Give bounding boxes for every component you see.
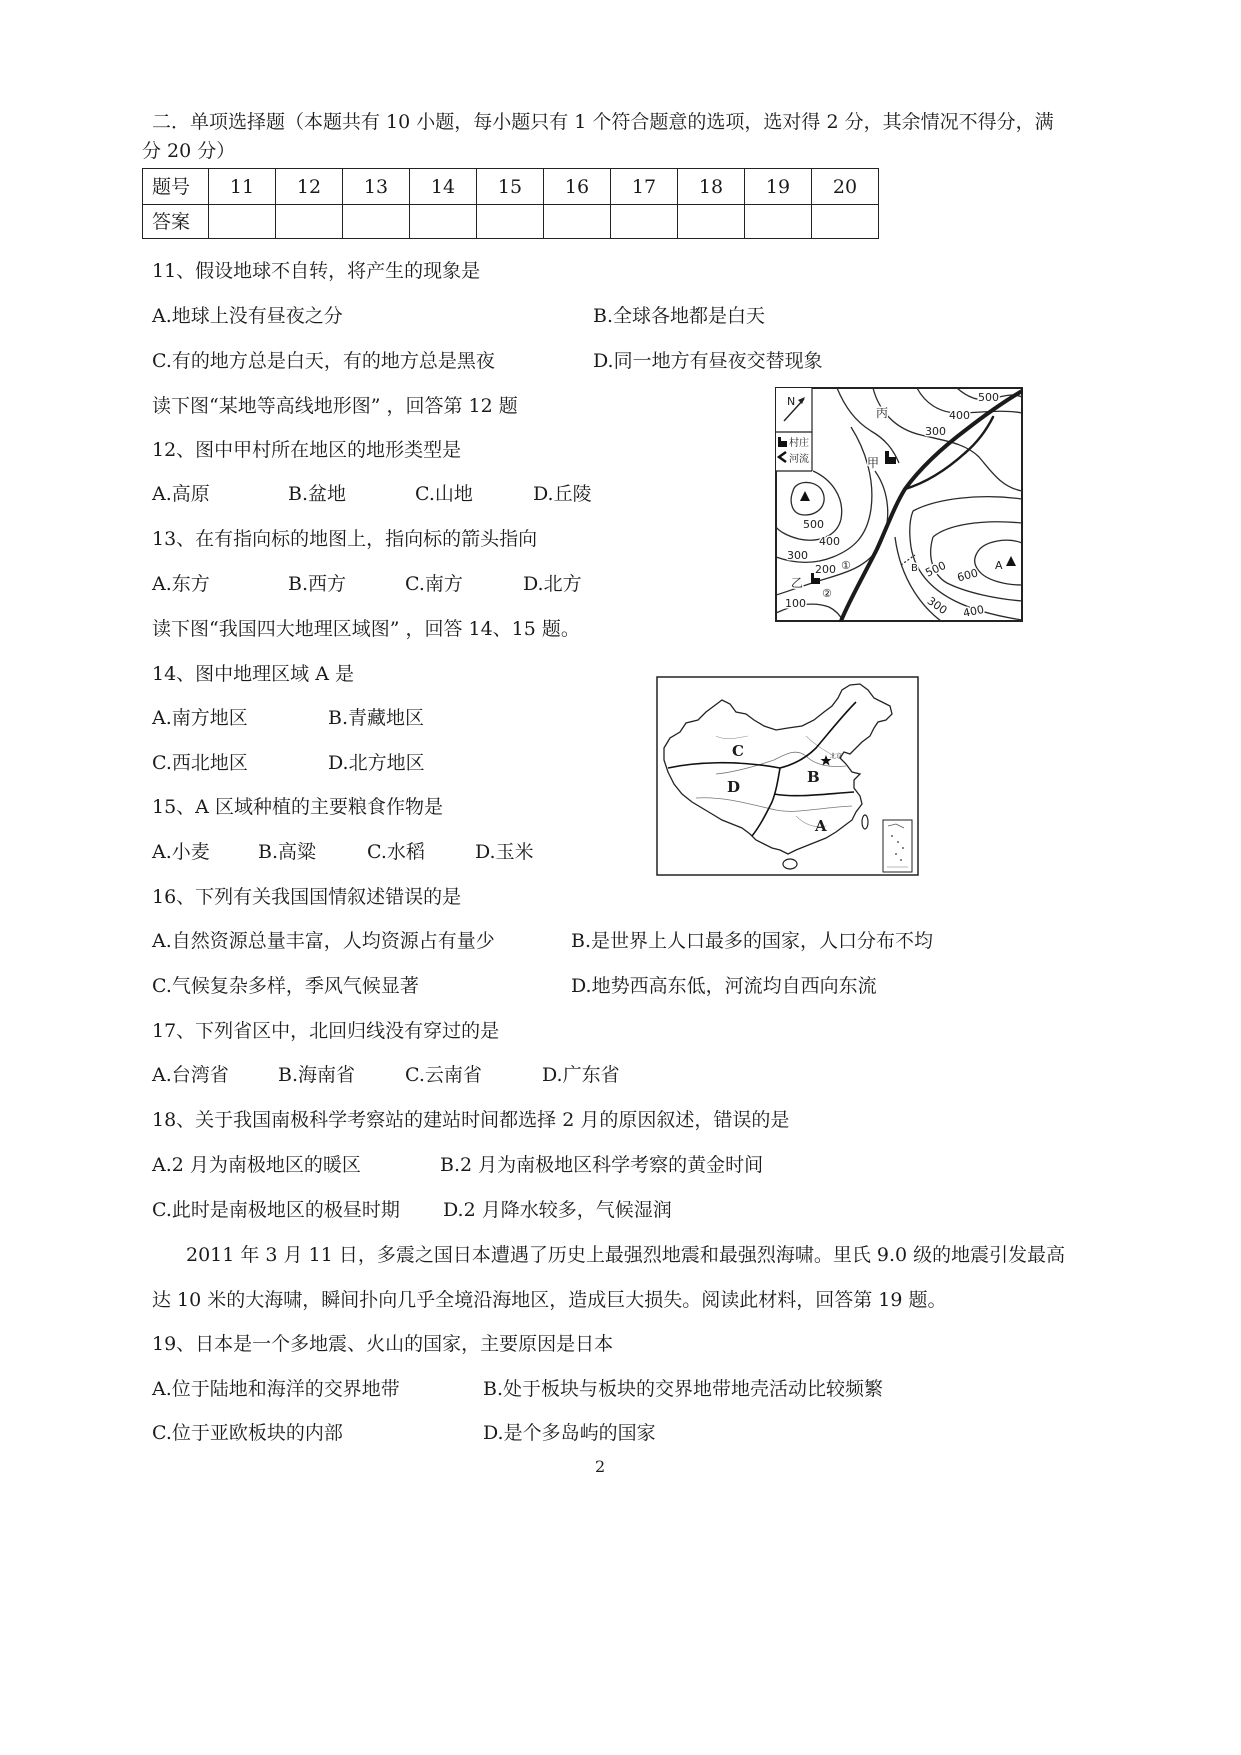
question-14-option-d: D.北方地区 xyxy=(328,752,425,774)
question-12-option-b: B.盆地 xyxy=(288,483,347,505)
question-14-stem: 14、图中地理区域 A 是 xyxy=(152,663,354,685)
question-12-option-c: C.山地 xyxy=(415,483,473,505)
answer-cell xyxy=(410,205,477,239)
point-b-label: B xyxy=(911,563,918,574)
question-number-cell: 18 xyxy=(678,169,745,205)
hainan-island xyxy=(783,859,797,869)
question-number-cell: 19 xyxy=(745,169,812,205)
region-b-label: B xyxy=(807,768,820,786)
section-heading-continued: 分 20 分） xyxy=(142,140,236,162)
legend-village-label: 村庄 xyxy=(789,438,809,449)
elevation-label: 400 xyxy=(949,409,970,422)
question-number-label: 题号 xyxy=(143,169,209,205)
reading-passage-line-2: 达 10 米的大海啸，瞬间扑向几乎全境沿海地区，造成巨大损失。阅读此材料，回答第 19 题。 xyxy=(152,1289,947,1311)
question-18-option-d: D.2 月降水较多，气候湿润 xyxy=(443,1199,672,1221)
question-12-stem: 12、图中甲村所在地区的地形类型是 xyxy=(152,439,462,461)
contour-map xyxy=(775,387,1023,622)
question-17-option-d: D.广东省 xyxy=(542,1064,620,1086)
question-13-option-a: A.东方 xyxy=(152,573,210,595)
south-china-sea-inset xyxy=(883,820,912,872)
answer-cell xyxy=(477,205,544,239)
question-17-stem: 17、下列省区中，北回归线没有穿过的是 xyxy=(152,1020,500,1042)
question-17-option-a: A.台湾省 xyxy=(152,1064,229,1086)
question-12-option-a: A.高原 xyxy=(152,483,210,505)
question-11-option-a: A.地球上没有昼夜之分 xyxy=(152,305,343,327)
question-16-option-b: B.是世界上人口最多的国家，人口分布不均 xyxy=(571,930,934,952)
capital-label: 北京 xyxy=(830,753,843,760)
question-15-option-d: D.玉米 xyxy=(475,841,534,863)
elevation-label: 500 xyxy=(803,518,824,531)
question-number-cell: 11 xyxy=(209,169,276,205)
elevation-label: 300 xyxy=(924,594,950,618)
question-11-option-b: B.全球各地都是白天 xyxy=(593,305,766,327)
section-heading: 二．单项选择题（本题共有 10 小题，每小题只有 1 个符合题意的选项，选对得 2 分，其余情况不得分，满 xyxy=(152,111,1054,133)
question-15-option-a: A.小麦 xyxy=(152,841,210,863)
elevation-label: 300 xyxy=(787,549,808,562)
question-17-option-c: C.云南省 xyxy=(405,1064,482,1086)
elevation-label: 100 xyxy=(785,597,806,610)
answer-cell xyxy=(745,205,812,239)
question-19-stem: 19、日本是一个多地震、火山的国家，主要原因是日本 xyxy=(152,1333,614,1355)
question-number-cell: 15 xyxy=(477,169,544,205)
question-16-option-d: D.地势西高东低，河流均自西向东流 xyxy=(571,975,877,997)
north-label: N xyxy=(787,395,796,408)
answer-cell xyxy=(611,205,678,239)
question-14-option-b: B.青藏地区 xyxy=(328,707,425,729)
question-14-option-a: A.南方地区 xyxy=(152,707,248,729)
place-jia-label: 甲 xyxy=(867,456,880,470)
question-13-option-d: D.北方 xyxy=(523,573,582,595)
question-18-option-a: A.2 月为南极地区的暖区 xyxy=(152,1154,361,1176)
elevation-label: 500 xyxy=(978,391,999,404)
place-yi-label: 乙 xyxy=(791,576,804,590)
place-bing-label: 丙 xyxy=(876,406,889,420)
question-18-option-b: B.2 月为南极地区科学考察的黄金时间 xyxy=(440,1154,764,1176)
question-11-stem: 11、假设地球不自转，将产生的现象是 xyxy=(152,260,481,282)
reading-passage-line-1: 2011 年 3 月 11 日，多震之国日本遭遇了历史上最强烈地震和最强烈海啸。里氏 9.0 级的地震引发最高 xyxy=(186,1244,1066,1266)
question-13-stem: 13、在有指向标的地图上，指向标的箭头指向 xyxy=(152,528,538,550)
map-frame xyxy=(776,388,1022,621)
question-19-option-d: D.是个多岛屿的国家 xyxy=(483,1422,656,1444)
question-14-option-c: C.西北地区 xyxy=(152,752,248,774)
question-17-option-b: B.海南省 xyxy=(278,1064,356,1086)
answer-table xyxy=(142,168,879,239)
question-19-option-a: A.位于陆地和海洋的交界地带 xyxy=(152,1378,400,1400)
region-c-label: C xyxy=(732,742,744,760)
question-number-cell: 17 xyxy=(611,169,678,205)
question-19-option-b: B.处于板块与板块的交界地带地壳活动比较频繁 xyxy=(483,1378,884,1400)
region-d-label: D xyxy=(727,778,741,796)
answer-cell xyxy=(812,205,879,239)
question-11-option-d: D.同一地方有昼夜交替现象 xyxy=(593,350,823,372)
region-a-label: A xyxy=(815,817,827,835)
question-18-option-c: C.此时是南极地区的极昼时期 xyxy=(152,1199,400,1221)
region-map-intro: 读下图“我国四大地理区域图” ，回答 14、15 题。 xyxy=(152,618,580,640)
answer-cell xyxy=(678,205,745,239)
question-number-cell: 12 xyxy=(276,169,343,205)
question-number-cell: 16 xyxy=(544,169,611,205)
question-13-option-b: B.西方 xyxy=(288,573,347,595)
question-18-stem: 18、关于我国南极科学考察站的建站时间都选择 2 月的原因叙述，错误的是 xyxy=(152,1109,790,1131)
question-13-option-c: C.南方 xyxy=(405,573,463,595)
contour-map-intro: 读下图“某地等高线地形图” ，回答第 12 题 xyxy=(152,395,518,417)
question-19-option-c: C.位于亚欧板块的内部 xyxy=(152,1422,343,1444)
answer-cell xyxy=(209,205,276,239)
question-15-stem: 15、A 区域种植的主要粮食作物是 xyxy=(152,796,443,818)
question-16-option-c: C.气候复杂多样，季风气候显著 xyxy=(152,975,419,997)
elevation-label: 600 xyxy=(955,566,980,585)
page-number: 2 xyxy=(595,1457,606,1476)
question-number-cell: 13 xyxy=(343,169,410,205)
taiwan-island xyxy=(862,815,868,829)
question-11-option-c: C.有的地方总是白天，有的地方总是黑夜 xyxy=(152,350,495,372)
question-16-stem: 16、下列有关我国国情叙述错误的是 xyxy=(152,886,462,908)
question-15-option-b: B.高粱 xyxy=(258,841,317,863)
answer-cell xyxy=(276,205,343,239)
legend-river-label: 河流 xyxy=(789,454,809,465)
china-regions-map xyxy=(656,676,919,876)
answer-cell xyxy=(544,205,611,239)
question-15-option-c: C.水稻 xyxy=(367,841,425,863)
elevation-label: 400 xyxy=(819,535,840,548)
question-16-option-a: A.自然资源总量丰富，人均资源占有量少 xyxy=(152,930,495,952)
question-number-cell: 14 xyxy=(410,169,477,205)
answer-cell xyxy=(343,205,410,239)
elevation-label: 300 xyxy=(925,425,946,438)
elevation-label: 400 xyxy=(961,602,986,620)
question-12-option-d: D.丘陵 xyxy=(533,483,592,505)
point-a-label: A xyxy=(995,559,1003,572)
answer-label: 答案 xyxy=(143,205,209,239)
elevation-label: 500 xyxy=(923,558,948,580)
mark-1-label: ① xyxy=(841,559,851,572)
question-number-cell: 20 xyxy=(812,169,879,205)
mark-2-label: ② xyxy=(822,587,832,600)
elevation-label: 200 xyxy=(815,563,836,576)
